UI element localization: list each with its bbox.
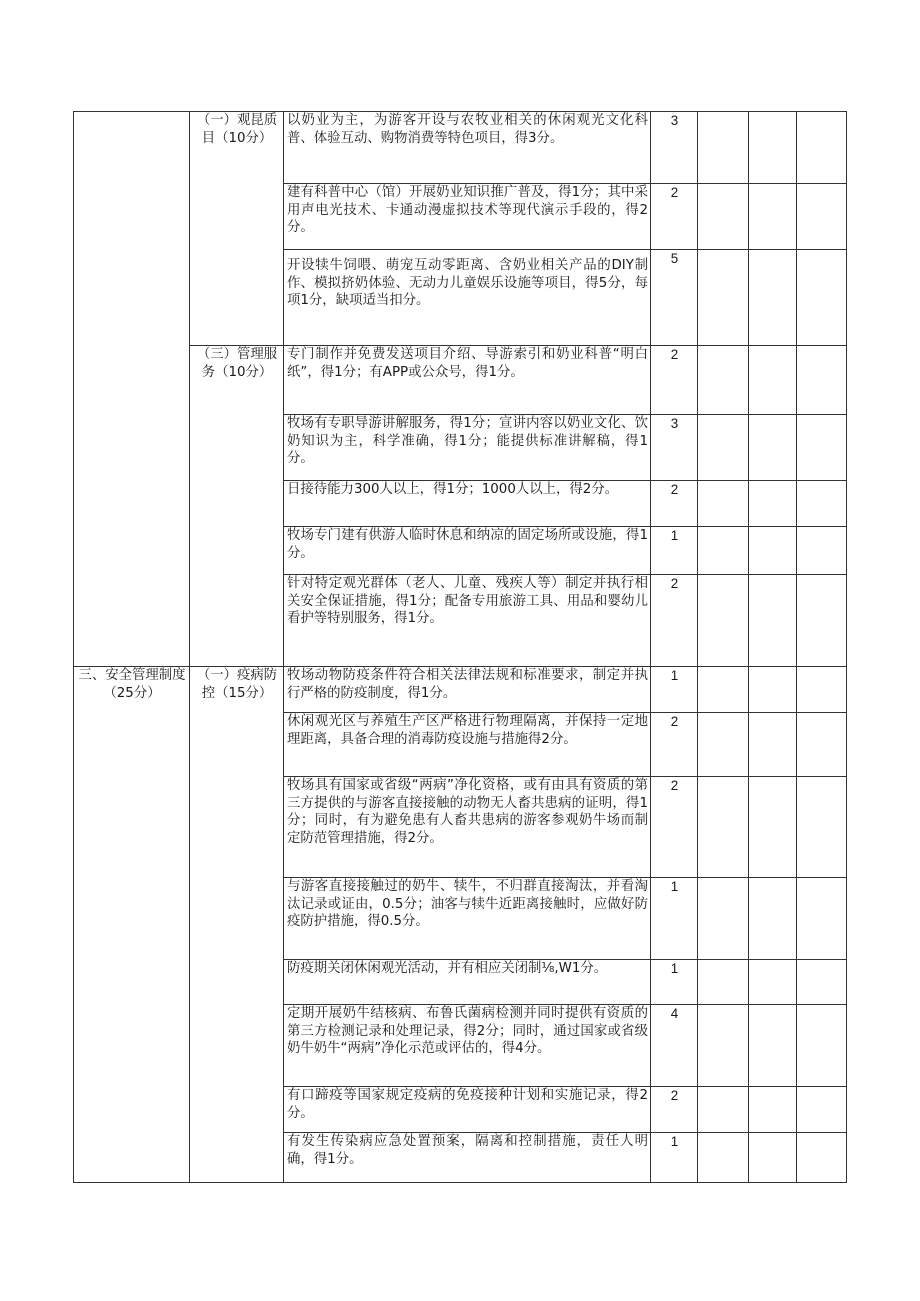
blank-cell <box>797 481 847 527</box>
criteria-text: 牧场具有国家或省级“两病”净化资格，或有由具有资质的第三方提供的与游客直接接触的动物无人畜共患病的证明，得1分；同时，有为避免患有人畜共患病的游客参观奶牛场而制定防范管理措施，得2分。 <box>284 777 651 878</box>
blank-cell <box>698 415 749 481</box>
score-value: 1 <box>651 878 698 960</box>
blank-cell <box>698 184 749 250</box>
blank-cell <box>749 250 797 346</box>
blank-cell <box>698 667 749 713</box>
score-value: 2 <box>651 777 698 878</box>
blank-cell <box>698 777 749 878</box>
blank-cell <box>797 777 847 878</box>
subcategory-cell: （一）疫病防控（15分） <box>190 667 284 1183</box>
blank-cell <box>749 415 797 481</box>
blank-cell <box>749 960 797 1005</box>
table-row <box>74 112 847 184</box>
blank-cell <box>749 575 797 667</box>
blank-cell <box>749 667 797 713</box>
table-row <box>74 346 847 415</box>
category-cell: 三、安全管理制度（25分） <box>74 667 190 1183</box>
blank-cell <box>698 575 749 667</box>
blank-cell <box>698 878 749 960</box>
criteria-text: 有发生传染病应急处置预案，隔离和控制措施，责任人明确，得1分。 <box>284 1133 651 1183</box>
blank-cell <box>698 1133 749 1183</box>
blank-cell <box>749 1087 797 1133</box>
blank-cell <box>797 878 847 960</box>
blank-cell <box>698 527 749 575</box>
blank-cell <box>698 250 749 346</box>
blank-cell <box>749 1005 797 1087</box>
blank-cell <box>749 112 797 184</box>
criteria-text: 定期开展奶牛结核病、布鲁氏菌病检测并同时提供有资质的第三方检测记录和处理记录，得2分；同时，通过国家或省级奶牛奶牛“两病”净化示范或评估的，得4分。 <box>284 1005 651 1087</box>
scoring-table <box>73 111 847 1183</box>
criteria-text: 有口蹄疫等国家规定疫病的免疫接种计划和实施记录，得2分。 <box>284 1087 651 1133</box>
blank-cell <box>698 1087 749 1133</box>
criteria-text: 防疫期关闭休闲观光活动，并有相应关闭制⅛,W1分。 <box>284 960 651 1005</box>
score-value: 5 <box>651 250 698 346</box>
criteria-text: 以奶业为主，为游客开设与农牧业相关的休闲观光文化科普、体验互动、购物消费等特色项目，得3分。 <box>284 112 651 184</box>
blank-cell <box>797 1087 847 1133</box>
blank-cell <box>698 481 749 527</box>
blank-cell <box>698 713 749 777</box>
blank-cell <box>749 346 797 415</box>
blank-cell <box>797 713 847 777</box>
score-value: 1 <box>651 1133 698 1183</box>
criteria-text: 开设犊牛饲喂、萌宠互动零距离、含奶业相关产品的DIY制作、模拟挤奶体验、无动力儿童娱乐设施等项目，得5分，每项1分，缺项适当扣分。 <box>284 250 651 346</box>
subcategory-cell: （一）观昆质目（10分） <box>190 112 284 346</box>
blank-cell <box>749 481 797 527</box>
score-value: 4 <box>651 1005 698 1087</box>
score-value: 2 <box>651 1087 698 1133</box>
blank-cell <box>797 250 847 346</box>
blank-cell <box>797 1005 847 1087</box>
blank-cell <box>749 878 797 960</box>
score-value: 2 <box>651 575 698 667</box>
score-value: 1 <box>651 667 698 713</box>
score-value: 1 <box>651 960 698 1005</box>
blank-cell <box>797 575 847 667</box>
blank-cell <box>698 346 749 415</box>
subcategory-cell: （三）管理服务（10分） <box>190 346 284 667</box>
blank-cell <box>797 415 847 481</box>
blank-cell <box>698 1005 749 1087</box>
score-value: 2 <box>651 481 698 527</box>
score-value: 2 <box>651 713 698 777</box>
blank-cell <box>797 1133 847 1183</box>
blank-cell <box>797 527 847 575</box>
blank-cell <box>749 1133 797 1183</box>
blank-cell <box>698 112 749 184</box>
criteria-text: 日接待能力300人以上，得1分；1000人以上，得2分。 <box>284 481 651 527</box>
score-value: 2 <box>651 184 698 250</box>
criteria-text: 与游客直接接触过的奶牛、犊牛，不归群直接淘汰，并看淘汰记录或证由，0.5分；油客与犊牛近距离接触时，应做好防疫防护措施，得0.5分。 <box>284 878 651 960</box>
criteria-text: 牧场有专职导游讲解服务，得1分；宣讲内容以奶业文化、饮奶知识为主，科学准确，得1分；能提供标准讲解稿，得1分。 <box>284 415 651 481</box>
score-value: 3 <box>651 415 698 481</box>
table-row <box>74 667 847 713</box>
score-value: 2 <box>651 346 698 415</box>
criteria-text: 建有科普中心（馆）开展奶业知识推广普及，得1分；其中采用声电光技术、卡通动漫虚拟技术等现代演示手段的，得2分。 <box>284 184 651 250</box>
blank-cell <box>797 346 847 415</box>
blank-cell <box>797 184 847 250</box>
blank-cell <box>797 960 847 1005</box>
score-value: 1 <box>651 527 698 575</box>
blank-cell <box>749 713 797 777</box>
blank-cell <box>749 527 797 575</box>
criteria-text: 专门制作并免费发送项目介绍、导游索引和奶业科普“明白纸”，得1分；有APP或公众号，得1分。 <box>284 346 651 415</box>
criteria-text: 牧场动物防疫条件符合相关法律法规和标准要求，制定并执行严格的防疫制度，得1分。 <box>284 667 651 713</box>
blank-cell <box>749 777 797 878</box>
blank-cell <box>698 960 749 1005</box>
score-value: 3 <box>651 112 698 184</box>
blank-cell <box>749 184 797 250</box>
blank-cell <box>797 667 847 713</box>
criteria-text: 针对特定观光群体（老人、儿童、残疾人等）制定并执行相关安全保证措施，得1分；配备专用旅游工具、用品和婴幼儿看护等特别服务，得1分。 <box>284 575 651 667</box>
category-cell-empty <box>74 112 190 667</box>
criteria-text: 休闲观光区与养殖生产区严格进行物理隔离，并保持一定地理距离，具备合理的消毒防疫设施与措施得2分。 <box>284 713 651 777</box>
criteria-text: 牧场专门建有供游人临时休息和纳凉的固定场所或设施，得1分。 <box>284 527 651 575</box>
blank-cell <box>797 112 847 184</box>
